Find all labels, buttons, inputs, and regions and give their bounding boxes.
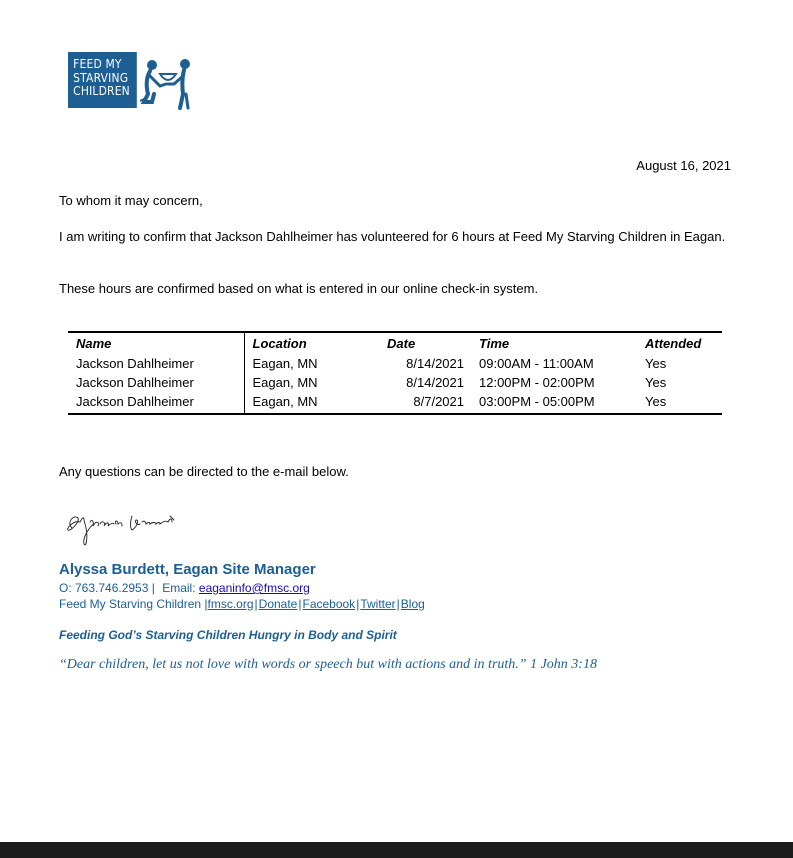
blog-link[interactable]: Blog	[400, 597, 425, 611]
header-location: Location	[252, 336, 307, 351]
cell-attended: Yes	[645, 394, 667, 409]
org-label: Feed My Starving Children |	[59, 597, 208, 611]
header-attended: Attended	[645, 336, 702, 351]
email-label: Email:	[162, 581, 196, 595]
cell-date: 8/7/2021	[413, 394, 464, 409]
org-tagline: Feeding God’s Starving Children Hungry in Body and Spirit	[59, 628, 397, 642]
letter-date: August 16, 2021	[636, 158, 731, 173]
cell-name: Jackson Dahlheimer	[68, 354, 244, 373]
cell-date: 8/14/2021	[406, 375, 464, 390]
letter-paragraph-system: These hours are confirmed based on what is entered in our online check-in system.	[59, 281, 539, 296]
signer-name-title: Alyssa Burdett, Eagan Site Manager	[59, 561, 316, 578]
facebook-link[interactable]: Facebook	[302, 597, 356, 611]
header-time: Time	[479, 336, 510, 351]
fmsc-logo	[68, 52, 194, 110]
separator: |	[298, 597, 302, 611]
email-link[interactable]: eaganinfo@fmsc.org	[198, 581, 310, 595]
fmsc-site-link[interactable]: fmsc.org	[207, 597, 254, 611]
donate-link[interactable]: Donate	[258, 597, 298, 611]
cell-name: Jackson Dahlheimer	[68, 392, 244, 414]
separator: |	[356, 597, 360, 611]
table-row	[68, 392, 722, 414]
cell-time: 09:00AM - 11:00AM	[479, 356, 594, 371]
header-name: Name	[68, 332, 244, 354]
phone-label: O: 763.746.2953 |	[59, 581, 155, 595]
separator: |	[254, 597, 258, 611]
signer-contact-line	[59, 580, 310, 596]
cell-date: 8/14/2021	[406, 356, 464, 371]
letter-closing: Any questions can be directed to the e-mail below.	[59, 464, 349, 479]
twitter-link[interactable]: Twitter	[360, 597, 396, 611]
logo-line-1: FEED MY	[73, 56, 122, 71]
logo-wordmark	[68, 52, 137, 108]
scripture-quote: “Dear children, let us not love with words or speech but with actions and in truth.” 1 John 3:18	[59, 657, 597, 672]
table-row	[68, 354, 722, 373]
header-date: Date	[387, 336, 416, 351]
separator: |	[396, 597, 400, 611]
table-row	[68, 373, 722, 392]
letter-greeting: To whom it may concern,	[59, 193, 203, 208]
cell-attended: Yes	[645, 375, 667, 390]
cell-location: Eagan, MN	[252, 394, 318, 409]
cell-name: Jackson Dahlheimer	[68, 373, 244, 392]
cell-attended: Yes	[645, 356, 667, 371]
logo-line-2: STARVING	[73, 69, 129, 85]
viewer-bottom-bar	[0, 842, 793, 858]
volunteer-hours-table	[68, 331, 722, 415]
cell-location: Eagan, MN	[252, 375, 318, 390]
cell-location: Eagan, MN	[252, 356, 318, 371]
letter-paragraph-confirmation: I am writing to confirm that Jackson Dahlheimer has volunteered for 6 hours at Feed My Starving Children in Eagan.	[59, 229, 726, 244]
logo-line-3: CHILDREN	[73, 83, 130, 98]
handwritten-signature	[60, 508, 185, 550]
table-header-row	[68, 332, 722, 354]
cell-time: 03:00PM - 05:00PM	[479, 394, 595, 409]
people-sharing-bowl-icon	[140, 56, 194, 110]
signer-links-line	[59, 596, 425, 612]
cell-time: 12:00PM - 02:00PM	[479, 375, 595, 390]
